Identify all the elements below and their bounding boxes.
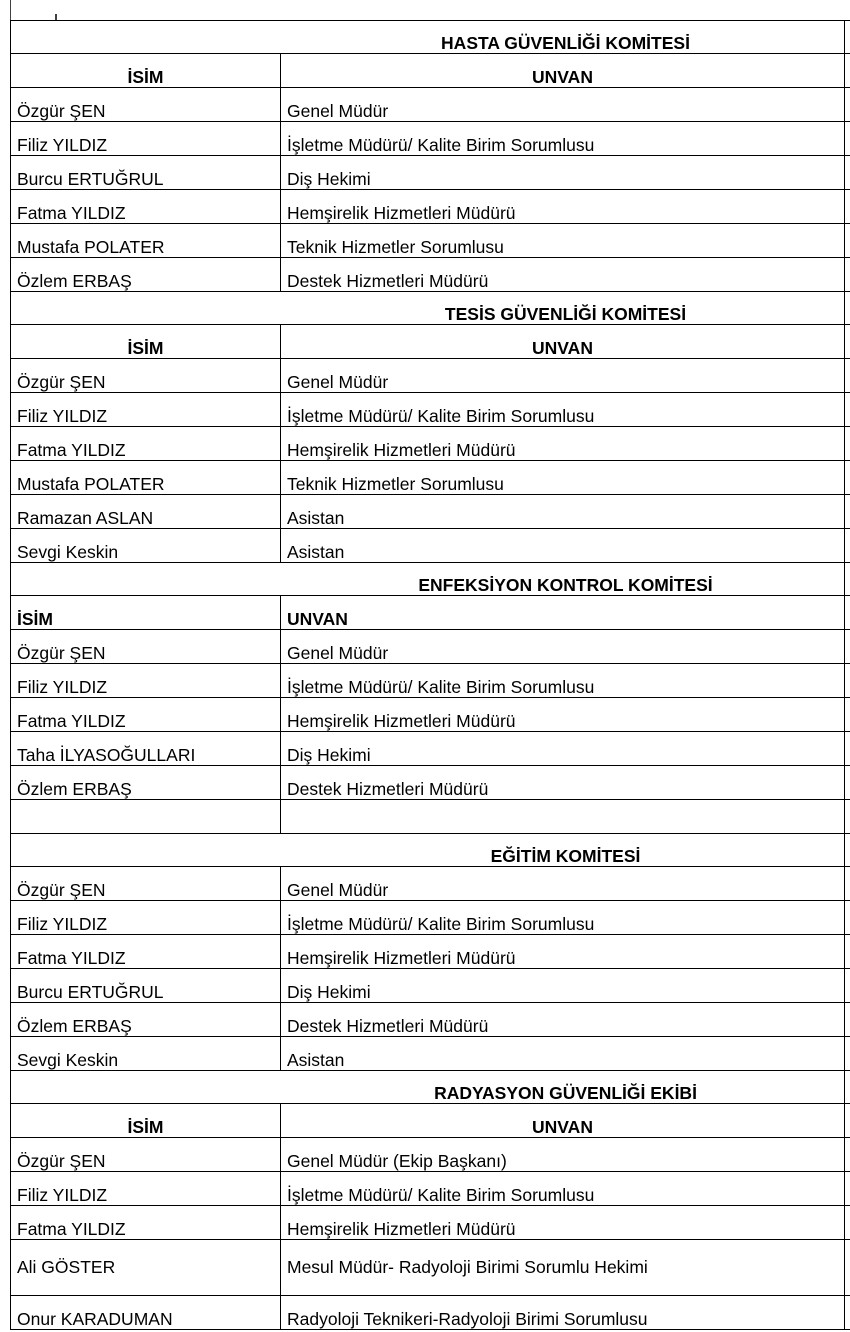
member-name: Özgür ŞEN	[11, 88, 281, 122]
table-edge-cell	[845, 258, 850, 292]
section-title	[11, 1071, 845, 1104]
table-edge-cell	[845, 529, 850, 563]
column-header-title: UNVAN	[281, 54, 845, 88]
member-name: Filiz YILDIZ	[11, 664, 281, 698]
member-title: Hemşirelik Hizmetleri Müdürü	[281, 935, 845, 969]
table-row	[11, 156, 850, 190]
column-header-name: İSİM	[11, 325, 281, 359]
member-name: Özlem ERBAŞ	[11, 1003, 281, 1037]
member-title: Destek Hizmetleri Müdürü	[281, 258, 845, 292]
section-title-text: RADYASYON GÜVENLİĞİ EKİBİ	[434, 1082, 697, 1103]
table-edge-cell	[845, 1240, 850, 1296]
table-row	[11, 393, 850, 427]
table-edge-cell	[845, 867, 850, 901]
section-title-text: TESİS GÜVENLİĞİ KOMİTESİ	[444, 303, 687, 324]
section-title	[11, 21, 845, 54]
column-header-row	[11, 54, 850, 88]
table-row	[11, 88, 850, 122]
member-title: İşletme Müdürü/ Kalite Birim Sorumlusu	[281, 122, 845, 156]
table-edge-cell	[845, 393, 850, 427]
section-title-text: EĞİTİM KOMİTESİ	[490, 845, 641, 866]
member-title: Genel Müdür	[281, 630, 845, 664]
member-name: Taha İLYASOĞULLARI	[11, 732, 281, 766]
table-edge-cell	[845, 630, 850, 664]
table-row	[11, 1206, 850, 1240]
member-name: Özgür ŞEN	[11, 867, 281, 901]
member-title: İşletme Müdürü/ Kalite Birim Sorumlusu	[281, 393, 845, 427]
committee-table	[10, 20, 850, 1330]
column-header-title: UNVAN	[281, 1104, 845, 1138]
member-name: Sevgi Keskin	[11, 529, 281, 563]
section-title	[11, 834, 845, 867]
section-title-row	[11, 1071, 850, 1104]
table-edge-cell	[845, 935, 850, 969]
member-title: Asistan	[281, 495, 845, 529]
table-row	[11, 495, 850, 529]
table-row	[11, 969, 850, 1003]
table-row	[11, 1138, 850, 1172]
member-title: Hemşirelik Hizmetleri Müdürü	[281, 190, 845, 224]
member-title: Genel Müdür	[281, 88, 845, 122]
table-edge-cell	[845, 1172, 850, 1206]
section-title	[11, 292, 845, 325]
table-edge-cell	[845, 1037, 850, 1071]
table-row	[11, 258, 850, 292]
member-name: Sevgi Keskin	[11, 1037, 281, 1071]
member-title: Destek Hizmetleri Müdürü	[281, 766, 845, 800]
member-name: Fatma YILDIZ	[11, 1206, 281, 1240]
member-title: Diş Hekimi	[281, 156, 845, 190]
section-title-row	[11, 21, 850, 54]
member-name: Mustafa POLATER	[11, 224, 281, 258]
table-row	[11, 461, 850, 495]
section-title-row	[11, 292, 850, 325]
table-edge-cell	[845, 664, 850, 698]
table-row	[11, 190, 850, 224]
member-title: Mesul Müdür- Radyoloji Birimi Sorumlu Hekimi	[281, 1240, 845, 1296]
table-edge-cell	[845, 1003, 850, 1037]
member-title: İşletme Müdürü/ Kalite Birim Sorumlusu	[281, 664, 845, 698]
table-row	[11, 935, 850, 969]
table-edge-cell	[845, 834, 850, 867]
table-edge-cell	[845, 596, 850, 630]
table-row	[11, 427, 850, 461]
table-edge-cell	[845, 427, 850, 461]
member-name: Fatma YILDIZ	[11, 935, 281, 969]
table-row	[11, 1003, 850, 1037]
member-title: Genel Müdür	[281, 867, 845, 901]
table-row	[11, 901, 850, 935]
table-row	[11, 1172, 850, 1206]
table-edge-cell	[845, 732, 850, 766]
member-title: Hemşirelik Hizmetleri Müdürü	[281, 427, 845, 461]
column-header-name: İSİM	[11, 1104, 281, 1138]
table-row	[11, 359, 850, 393]
column-header-name: İSİM	[11, 596, 281, 630]
table-edge-cell	[845, 1104, 850, 1138]
member-title: Genel Müdür (Ekip Başkanı)	[281, 1138, 845, 1172]
member-title: Hemşirelik Hizmetleri Müdürü	[281, 1206, 845, 1240]
member-name: Burcu ERTUĞRUL	[11, 969, 281, 1003]
member-title	[281, 800, 845, 834]
table-edge-cell	[845, 461, 850, 495]
member-title: Teknik Hizmetler Sorumlusu	[281, 224, 845, 258]
top-edge-mark	[10, 0, 70, 20]
member-name: Onur KARADUMAN	[11, 1296, 281, 1330]
member-title: Diş Hekimi	[281, 969, 845, 1003]
member-title: Diş Hekimi	[281, 732, 845, 766]
member-title: İşletme Müdürü/ Kalite Birim Sorumlusu	[281, 901, 845, 935]
section-title-text: HASTA GÜVENLİĞİ KOMİTESİ	[441, 32, 690, 53]
table-edge-cell	[845, 563, 850, 596]
member-title: Teknik Hizmetler Sorumlusu	[281, 461, 845, 495]
table-edge-cell	[845, 901, 850, 935]
member-name: Özgür ŞEN	[11, 1138, 281, 1172]
table-row	[11, 529, 850, 563]
section-title-text: ENFEKSİYON KONTROL KOMİTESİ	[418, 574, 713, 595]
table-row	[11, 732, 850, 766]
table-row	[11, 800, 850, 834]
table-edge-cell	[845, 21, 850, 54]
table-edge-cell	[845, 495, 850, 529]
member-title: İşletme Müdürü/ Kalite Birim Sorumlusu	[281, 1172, 845, 1206]
table-edge-cell	[845, 190, 850, 224]
member-name: Filiz YILDIZ	[11, 122, 281, 156]
column-header-title: UNVAN	[281, 325, 845, 359]
member-name	[11, 800, 281, 834]
table-edge-cell	[845, 1296, 850, 1330]
member-name: Filiz YILDIZ	[11, 393, 281, 427]
column-header-row	[11, 325, 850, 359]
table-edge-cell	[845, 766, 850, 800]
section-title-row	[11, 563, 850, 596]
table-row	[11, 630, 850, 664]
table-row	[11, 766, 850, 800]
column-header-row	[11, 1104, 850, 1138]
member-title: Radyoloji Teknikeri-Radyoloji Birimi Sorumlusu	[281, 1296, 845, 1330]
table-row	[11, 664, 850, 698]
table-row	[11, 1037, 850, 1071]
member-title: Asistan	[281, 1037, 845, 1071]
member-name: Ramazan ASLAN	[11, 495, 281, 529]
member-title: Asistan	[281, 529, 845, 563]
table-row	[11, 224, 850, 258]
member-name: Özgür ŞEN	[11, 359, 281, 393]
column-header-title: UNVAN	[281, 596, 845, 630]
table-edge-cell	[845, 122, 850, 156]
table-edge-cell	[845, 359, 850, 393]
committee-table-body	[11, 21, 850, 1330]
table-edge-cell	[845, 800, 850, 834]
table-edge-cell	[845, 1206, 850, 1240]
member-name: Burcu ERTUĞRUL	[11, 156, 281, 190]
member-name: Özlem ERBAŞ	[11, 766, 281, 800]
section-title-row	[11, 834, 850, 867]
table-edge-cell	[845, 292, 850, 325]
member-title: Hemşirelik Hizmetleri Müdürü	[281, 698, 845, 732]
member-name: Özlem ERBAŞ	[11, 258, 281, 292]
member-title: Genel Müdür	[281, 359, 845, 393]
member-name: Filiz YILDIZ	[11, 1172, 281, 1206]
member-name: Fatma YILDIZ	[11, 698, 281, 732]
table-row	[11, 122, 850, 156]
section-title	[11, 563, 845, 596]
table-row	[11, 1240, 850, 1296]
member-name: Filiz YILDIZ	[11, 901, 281, 935]
member-name: Fatma YILDIZ	[11, 427, 281, 461]
table-edge-cell	[845, 969, 850, 1003]
column-header-name: İSİM	[11, 54, 281, 88]
table-edge-cell	[845, 698, 850, 732]
member-name: Özgür ŞEN	[11, 630, 281, 664]
column-header-row	[11, 596, 850, 630]
table-edge-cell	[845, 325, 850, 359]
member-name: Mustafa POLATER	[11, 461, 281, 495]
table-edge-cell	[845, 88, 850, 122]
table-edge-cell	[845, 54, 850, 88]
member-name: Ali GÖSTER	[11, 1240, 281, 1296]
member-title: Destek Hizmetleri Müdürü	[281, 1003, 845, 1037]
table-edge-cell	[845, 156, 850, 190]
table-row	[11, 867, 850, 901]
table-row	[11, 1296, 850, 1330]
table-edge-cell	[845, 224, 850, 258]
table-row	[11, 698, 850, 732]
member-name: Fatma YILDIZ	[11, 190, 281, 224]
table-edge-cell	[845, 1071, 850, 1104]
table-edge-cell	[845, 1138, 850, 1172]
